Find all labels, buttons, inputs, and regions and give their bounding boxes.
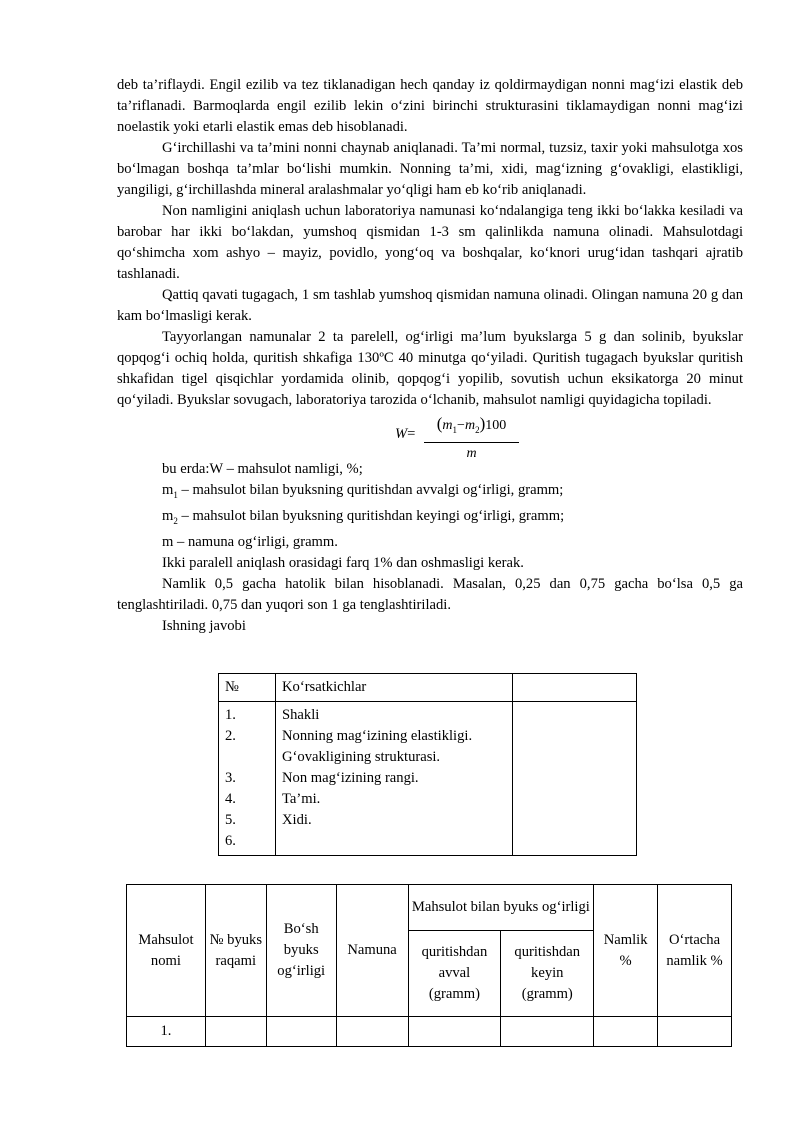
indicator-number	[225, 747, 269, 768]
indicator-item	[282, 831, 506, 852]
indicator-number: 3.	[225, 770, 236, 786]
paragraph-taste: G‘irchillashi va ta’mini nonni chaynab aniqlanadi. Ta’mi normal, tuzsiz, taxir yoki mahsulotga xos bo‘lmagan boshqa ta’mlar bo‘lishi mumkin. Nonning ta’mi, xidi, mag‘izning g‘ovakligi, elastikligi, yangiligi, g‘irchillashda mineral aralashmalar yo‘qligi ham eb ko‘rib aniqlanadi.	[117, 140, 743, 198]
indicator-names	[276, 702, 513, 856]
definition-m1: $m_1$ – mahsulot bilan byuksning quritishdan avvalgi og‘irligi, gramm;	[162, 482, 564, 500]
indicator-number: 5.	[225, 812, 236, 828]
header-result	[513, 674, 637, 702]
header-average-moisture: O‘rtacha namlik %	[658, 885, 732, 1017]
definition-m: m – namuna og‘irligi, gramm.	[162, 533, 338, 550]
header-product-name: Mahsulot nomi	[127, 885, 206, 1017]
header-empty-byuks-weight: Bo‘sh byuks og‘irligi	[266, 885, 336, 1017]
table-cell	[594, 1017, 658, 1047]
moisture-formula	[117, 413, 743, 461]
table-cell	[408, 1017, 501, 1047]
indicator-item: Ta’mi.	[282, 791, 321, 807]
paragraph-difference: Ikki paralell aniqlash orasidagi farq 1% dan oshmasligi kerak.	[162, 554, 524, 571]
indicator-number: 4.	[225, 791, 236, 807]
paragraph-moisture-sampling: Non namligini aniqlash uchun laboratoriya namunasi ko‘ndalangiga teng ikki bo‘lakka kesiladi va barobar har ikki bo‘lakdan, yumshoq qismidan 1-3 sm qalinlikda namuna olinadi. Mahsulotdagi qo‘shimcha xom ashyo – mayiz, povidlo, yong‘oq va boshqalar, ko‘knori urug‘idan tashqari ajratib tashlanadi.	[117, 203, 743, 282]
header-before-drying: quritishdan avval (gramm)	[408, 931, 501, 1017]
table-row	[127, 1017, 732, 1047]
formula-denominator: m	[466, 445, 477, 461]
header-number: №	[219, 674, 276, 702]
paragraph-crust: Qattiq qavati tugagach, 1 sm tashlab yumshoq qismidan namuna olinadi. Olingan namuna 20 g dan kam bo‘lmasligi kerak.	[117, 287, 743, 324]
paragraph-drying: Tayyorlangan namunalar 2 ta parelell, og‘irligi ma’lum byukslarga 5 g dan solinib, byukslar qopqog‘i ochiq holda, quritish shkafiga 130ºC 40 minutga qo‘yiladi. Quritish tugagach byukslar quritish shkafidan tigel qisqichlar yordamida olinib, qopqog‘i yopilib, sovutish uchun eksikatorga 20 minut qo‘yiladi. Byukslar sovugach, laboratoriya tarozida o‘lchanib, mahsulot namligi quyidagicha topiladi.	[117, 329, 743, 408]
paragraph-rounding: Namlik 0,5 gacha hatolik bilan hisoblanadi. Masalan, 0,25 dan 0,75 gacha bo‘lsa 0,5 ga tenglashtiriladi. 0,75 dan yuqori son 1 ga tenglashtiriladi.	[117, 575, 743, 613]
indicator-results-cell	[513, 702, 637, 856]
moisture-header-row-1	[127, 885, 732, 931]
header-indicators: Ko‘rsatkichlar	[276, 674, 513, 702]
header-after-drying: quritishdan keyin (gramm)	[501, 931, 594, 1017]
indicator-number: 6.	[225, 833, 236, 849]
header-byuks-number: № byuks raqami	[205, 885, 266, 1017]
header-weight-group: Mahsulot bilan byuks og‘irligi	[408, 885, 594, 931]
indicator-item: Shakli	[282, 707, 320, 723]
indicator-item: Non mag‘izining rangi.	[282, 770, 419, 786]
formula-numerator: $(m_1-m_2)100$	[424, 413, 519, 443]
paragraph-elasticity: deb ta’riflaydi. Engil ezilib va tez tiklanadigan hech qanday iz qoldirmaydigan nonni mag‘izi elastik deb ta’riflanadi. Barmoqlarda engil ezilib lekin o‘zini birinchi strukturasini tiklamaydigan nonni mag‘izi noelastik yoki etarli elastik emas deb hisoblanadi.	[117, 77, 743, 135]
table-cell	[658, 1017, 732, 1047]
indicator-item: G‘ovakligining strukturasi.	[282, 749, 441, 765]
document-body	[117, 75, 743, 637]
moisture-table	[126, 884, 732, 1047]
header-sample: Namuna	[336, 885, 408, 1017]
formula-fraction	[424, 413, 519, 464]
indicator-numbers	[219, 702, 276, 856]
indicator-number: 1.	[225, 707, 236, 723]
indicators-header-row	[219, 674, 637, 702]
header-moisture: Namlik %	[594, 885, 658, 1017]
indicators-table	[218, 673, 637, 856]
table-cell	[266, 1017, 336, 1047]
indicator-number: 2.	[225, 728, 236, 744]
table-cell	[501, 1017, 594, 1047]
table-cell	[205, 1017, 266, 1047]
table-cell	[336, 1017, 408, 1047]
indicator-item: Xidi.	[282, 812, 312, 828]
indicators-body-row	[219, 702, 637, 856]
table-cell: 1.	[127, 1017, 206, 1047]
definition-m2: $m_2$ – mahsulot bilan byuksning quritishdan keyingi og‘irligi, gramm;	[162, 507, 565, 526]
answer-label: Ishning javobi	[162, 617, 246, 634]
indicator-item: Nonning mag‘izining elastikligi.	[282, 728, 473, 744]
definition-intro: bu erda:W – mahsulot namligi, %;	[162, 461, 363, 477]
formula-lhs: W=	[395, 426, 416, 442]
